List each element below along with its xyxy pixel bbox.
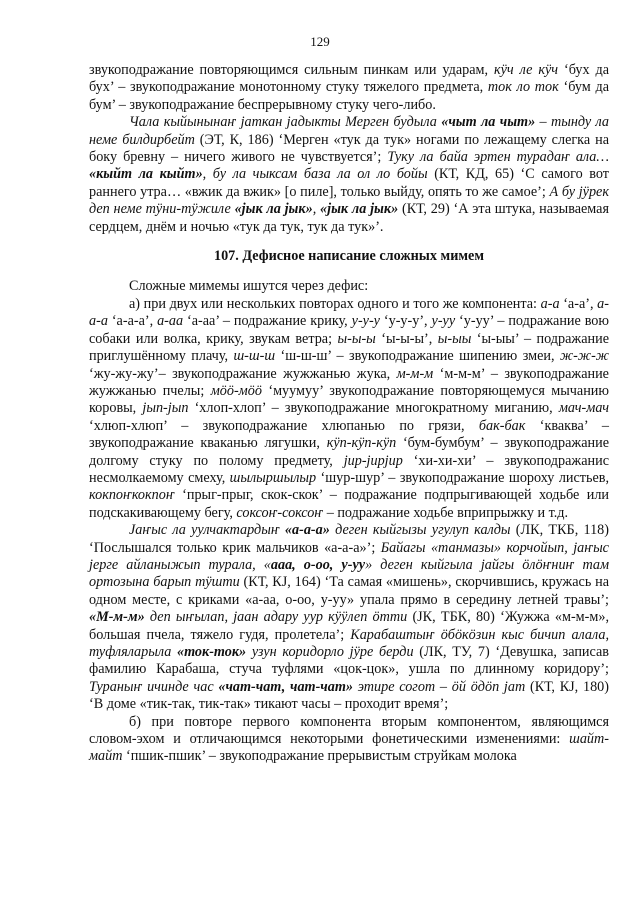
text-run: ‘у-уу’ – подражание вою собаки или волка, крику, звукам ветра; xyxy=(89,313,609,347)
example-text: а-аа xyxy=(157,313,184,330)
example-text: этире согот – ӧй ӧдӧп jат xyxy=(352,678,526,695)
text-run: (ЭТ, К, 186) ‘Мерген «тук да тук» ногами по лежащему слегка на боку бревну – ничего живого не чувствуется’; xyxy=(89,131,609,166)
example-text: Карабаштыҥ ӧбӧкӧзин кыс бичип алала, туфляларыла xyxy=(89,626,609,660)
text-run: ‘а-а-а’, xyxy=(107,313,158,330)
example-text: ток ло ток xyxy=(487,79,559,96)
text-run: – подражание ходьбе вприпрыжку и т.д. xyxy=(323,504,569,521)
example-text: Чала кыйынынаҥ jаткан jадыкты Мерген будыла xyxy=(129,114,442,131)
text-run: ‘прыг-прыг, скок-скок’ – подражание подпрыгивающей ходьбе или подскакивающему бегу, xyxy=(89,487,609,521)
example-text: «а-а-а» xyxy=(284,522,330,539)
text-run: ‘хлюп-хлюп’ – звукоподражание хлюпанью по грязи, xyxy=(89,417,479,434)
page-number: 129 xyxy=(310,34,330,49)
text-run: б) при повторе первого компонента вторым компонентом, являющимся словом-эхом и отличающимся некоторыми фонетическими изменениями: xyxy=(89,713,609,748)
example-text: мӧӧ-мӧӧ xyxy=(210,382,262,399)
example-text: , xyxy=(312,201,321,218)
example-text: jир-jирjир xyxy=(343,452,403,469)
example-text: – xyxy=(535,114,551,131)
example-text: кокпоҥкокпоҥ xyxy=(89,487,175,504)
example-text: » деген кыйгыла jайгы ӧлӧҥниҥ там ортозына барып тӱшти xyxy=(89,556,610,591)
example-text: соксоҥ-соксоҥ xyxy=(236,504,324,521)
example-text: у-у-у xyxy=(351,313,380,330)
text-run: звукоподражание повторяющимся сильным пинкам или ударам, xyxy=(89,62,494,78)
text-run: ‘а-аа’ – подражание крику, xyxy=(183,313,352,330)
example-text: а-а-а xyxy=(89,295,609,330)
text-run: ‘бум да бум’ – звукоподражание беспрерывному стуку чего-либо. xyxy=(89,79,609,113)
paragraph-1 xyxy=(89,62,609,114)
example-text: кӱч ле кӱч xyxy=(493,62,559,78)
example-text: м-м-м xyxy=(396,365,434,382)
example-text: бак-бак xyxy=(478,417,526,434)
example-text: шайт-майт xyxy=(89,731,609,765)
paragraph-3 xyxy=(89,278,609,295)
example-text: шылыршылыр xyxy=(229,469,317,486)
text-run: (КТ, КJ, 164) ‘Та самая «мишень», скорчившись, кружась на одном месте, с криками «а-аа, о-оо, у-уу» упала прямо в середину летней травы’; xyxy=(89,574,609,608)
example-text: «М-м-м» xyxy=(89,609,145,626)
example-text: узун коридорло jӱре берди xyxy=(246,644,414,660)
text-run: Сложные мимемы ишутся через дефис: xyxy=(129,278,369,295)
text-run: ‘а-а’, xyxy=(559,295,598,312)
paragraph-4 xyxy=(89,296,609,522)
example-text: у-уу xyxy=(431,313,456,330)
text-run: ‘у-у-у’, xyxy=(379,313,432,330)
example-text: , бу ла чыксам база ла ол ло бойы xyxy=(202,166,428,183)
example-text: Байагы «танмазы» корчойып, jаҥыс jерге айланыжып турала, « xyxy=(89,539,609,573)
text-run: а) при двух или нескольких повторах одного и того же компонента: xyxy=(129,295,541,312)
example-text: «jык ла jык» xyxy=(234,201,313,218)
example-text: кӱп-кӱп-кӱп xyxy=(326,435,397,452)
text-run: ‘м-м-м’ – звукоподражание жужжанью пчелы; xyxy=(89,365,609,399)
example-text: ы-ыы xyxy=(437,330,472,347)
paragraph-2 xyxy=(89,114,609,236)
text-run: ‘хлоп-хлоп’ – звукоподражание многократному миганию, xyxy=(188,400,559,417)
example-text: деп ыҥылап, jаан адару уур кӱӱлеп ӧтти xyxy=(144,609,408,626)
example-text: «jык ла jык» xyxy=(320,201,399,218)
text-run: ‘хи-хи-хи’ – звукоподражанис несмолкаемому смеху, xyxy=(89,452,609,486)
example-text: «кыйт ла кыйт» xyxy=(89,166,203,183)
example-text: «чат-чат, чат-чат» xyxy=(218,678,353,695)
text-run: ‘ы-ыы’ – подражание приглушённому плачу, xyxy=(89,330,609,365)
example-text: тынду ла неме билдирбейт xyxy=(89,114,609,148)
page-body xyxy=(89,62,609,766)
text-run: ‘ы-ы-ы’, xyxy=(375,330,438,347)
example-text: «ток-ток» xyxy=(176,644,247,660)
example-text: ы-ы-ы xyxy=(337,330,376,347)
example-text: мач-мач xyxy=(558,400,609,417)
text-run: ‘ш-ш-ш’ – звукоподражание шипению змеи, xyxy=(275,348,560,365)
text-run: ‘шур-шур’ – звукоподражание шороху листьев, xyxy=(316,469,610,486)
text-run: ‘бух да бух’ – звукоподражание монотонному стуку тяжелого предмета, xyxy=(89,62,609,96)
text-run: (КТ, КJ, 180) ‘В доме «тик-так, тик-так» тикают часы – проходит время’; xyxy=(89,678,609,713)
example-text: А бу jӱрек деп неме тӱни-тӱжиле xyxy=(89,183,609,218)
example-text: Тураныҥ ичинде час xyxy=(89,678,219,695)
section-heading: 107. Дефисное написание сложных мимем xyxy=(213,248,484,265)
text-run: ‘кваква’ – звукоподражание кваканью лягушки, xyxy=(89,417,609,452)
example-text: а-а xyxy=(540,295,560,312)
text-run: (КТ, 29) ‘А эта штука, называемая сердцем, днём и ночью «тук да тук, тук да тук»’. xyxy=(89,201,610,235)
paragraph-5 xyxy=(89,522,609,713)
example-text: ааа, о-оо, у-уу xyxy=(270,556,366,573)
example-text: «чыт ла чыт» xyxy=(441,114,536,131)
example-text: ж-ж-ж xyxy=(559,348,609,365)
text-run: ‘бум-бумбум’ – звукоподражание долгому стуку по полому предмету, xyxy=(89,435,609,469)
example-text: ш-ш-ш xyxy=(233,348,276,365)
paragraph-6 xyxy=(89,714,609,766)
text-run: ‘жу-жу-жу’– звукоподражание жужжанью жука, xyxy=(89,365,397,382)
example-text: деген кыйгызы угулуп калды xyxy=(329,522,511,539)
text-run: (ЛК, ТКБ, 118) ‘Послышался только крик мальчиков «а-а-а»’; xyxy=(89,522,609,556)
text-run: (ЛК, ТУ, 7) ‘Девушка, записав фамилию Карабаша, стуча туфлями «цок-цок», ушла по длинному коридору’; xyxy=(89,644,609,678)
text-run: (JК, ТБК, 80) ‘Жужжа «м-м-м», большая пчела, тяжело гудя, пролетела’; xyxy=(89,609,609,643)
example-text: Туку ла байа эртен турадаҥ ала… xyxy=(387,149,609,166)
text-run: (КТ, КД, 65) ‘С самого вот раннего утра… «вжик да вжик» [о пиле], только выйду, опять то же самое’; xyxy=(89,166,610,200)
example-text: Jаҥыс ла уулчактардыҥ xyxy=(129,522,285,539)
example-text: jып-jып xyxy=(142,400,189,417)
text-run: ‘муумуу’ звукоподражание повторяющемуся мычанию коровы, xyxy=(89,382,609,417)
text-run: ‘пшик-пшик’ – звукоподражание прерывистым струйкам молока xyxy=(122,748,517,765)
